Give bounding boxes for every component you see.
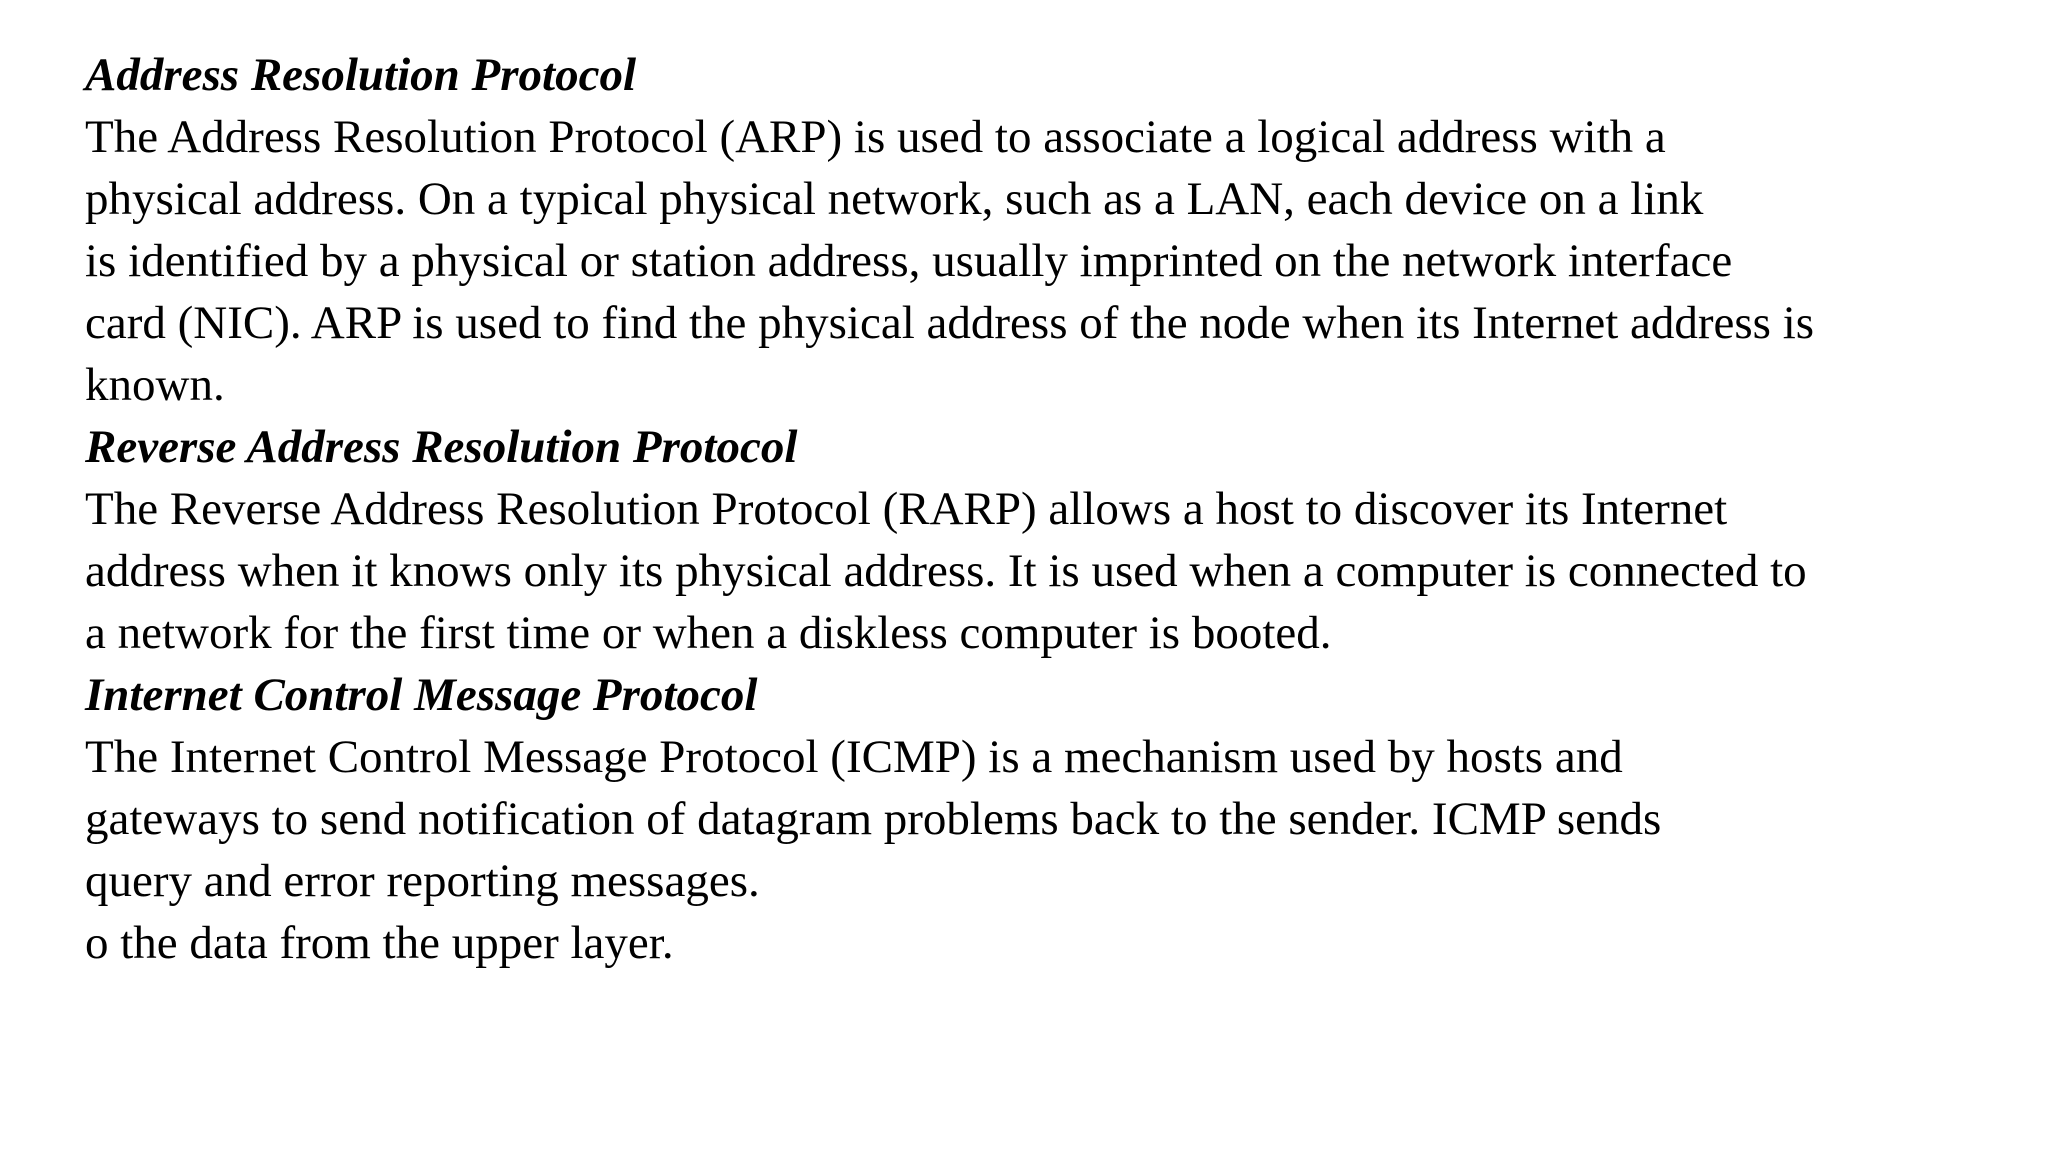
section-heading: Internet Control Message Protocol: [85, 669, 758, 721]
paragraph-line: query and error reporting messages.: [85, 855, 760, 907]
section-arp: [85, 44, 2025, 416]
section-rarp: [85, 416, 2025, 664]
paragraph-line: The Address Resolution Protocol (ARP) is used to associate a logical address with a: [85, 111, 1666, 163]
paragraph-line: address when it knows only its physical address. It is used when a computer is connected to: [85, 545, 1807, 597]
paragraph-line: physical address. On a typical physical network, such as a LAN, each device on a link: [85, 173, 1704, 225]
paragraph-line: is identified by a physical or station address, usually imprinted on the network interface: [85, 235, 1733, 287]
paragraph-line: The Internet Control Message Protocol (ICMP) is a mechanism used by hosts and: [85, 731, 1623, 783]
paragraph-line: card (NIC). ARP is used to find the physical address of the node when its Internet address is: [85, 297, 1815, 349]
paragraph-line: gateways to send notification of datagram problems back to the sender. ICMP sends: [85, 793, 1662, 845]
paragraph-line: known.: [85, 359, 225, 411]
paragraph-line: The Reverse Address Resolution Protocol (RARP) allows a host to discover its Internet: [85, 483, 1728, 535]
section-icmp: [85, 664, 2025, 974]
paragraph-line: a network for the first time or when a diskless computer is booted.: [85, 607, 1332, 659]
section-heading: Address Resolution Protocol: [85, 49, 637, 101]
document-body: [85, 44, 2025, 974]
section-heading: Reverse Address Resolution Protocol: [85, 421, 798, 473]
paragraph-line: o the data from the upper layer.: [85, 917, 674, 969]
